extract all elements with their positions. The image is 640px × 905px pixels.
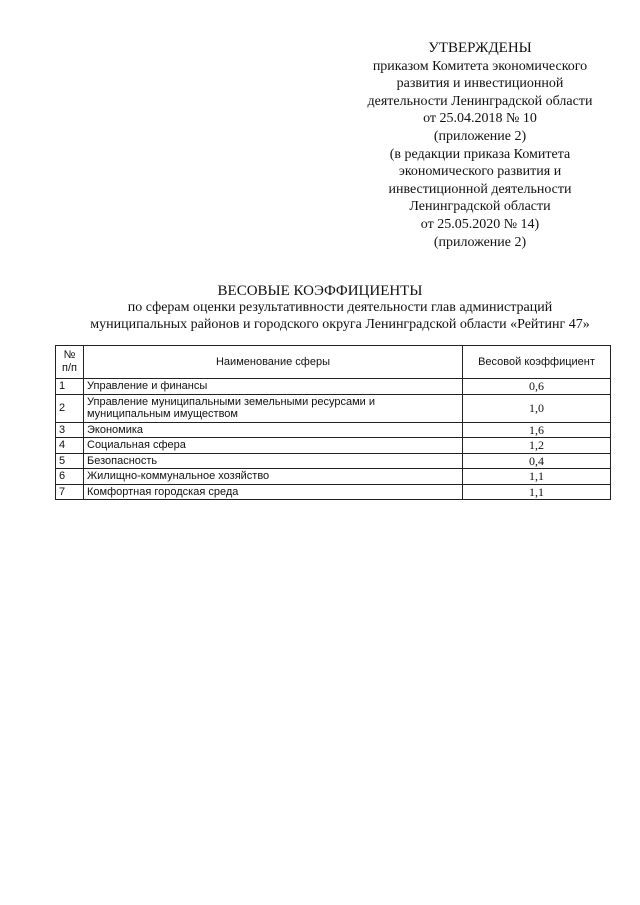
approval-line: деятельности Ленинградской области (367, 93, 593, 109)
row-name: Управление муниципальными земельными ресурсами и муниципальным имуществом (84, 394, 463, 422)
row-name: Безопасность (84, 453, 463, 469)
row-name: Комфортная городская среда (84, 484, 463, 500)
row-coefficient: 1,6 (463, 422, 611, 438)
header-number-line1: № (63, 349, 76, 361)
subtitle-line: по сферам оценки результативности деятельности глав администраций (127, 300, 553, 315)
table-row (56, 484, 611, 500)
row-name: Экономика (84, 422, 463, 438)
approval-line: (приложение 2) (433, 234, 527, 250)
header-name: Наименование сферы (84, 346, 463, 379)
row-number: 1 (56, 379, 84, 395)
row-coefficient: 1,0 (463, 394, 611, 422)
approval-block (330, 40, 630, 251)
document-subtitle (40, 299, 640, 333)
table-header-row (56, 346, 611, 379)
approval-line: приказом Комитета экономического (372, 58, 588, 74)
table-row (56, 379, 611, 395)
approval-line: от 25.05.2020 № 14) (420, 216, 540, 232)
approval-heading: УТВЕРЖДЕНЫ (428, 40, 532, 56)
row-name: Управление и финансы (84, 379, 463, 395)
row-number: 6 (56, 469, 84, 485)
header-coefficient: Весовой коэффициент (463, 346, 611, 379)
row-number: 2 (56, 394, 84, 422)
row-number: 7 (56, 484, 84, 500)
table-row (56, 453, 611, 469)
approval-line: от 25.04.2018 № 10 (423, 111, 537, 127)
row-name: Социальная сфера (84, 438, 463, 454)
row-number: 4 (56, 438, 84, 454)
row-coefficient: 0,6 (463, 379, 611, 395)
row-coefficient: 1,1 (463, 469, 611, 485)
row-coefficient: 1,2 (463, 438, 611, 454)
subtitle-line: муниципальных районов и городского округа Ленинградской области «Рейтинг 47» (90, 317, 590, 332)
table-row (56, 469, 611, 485)
approval-line: (в редакции приказа Комитета (389, 146, 571, 162)
table-row (56, 422, 611, 438)
table-row (56, 438, 611, 454)
row-coefficient: 1,1 (463, 484, 611, 500)
row-number: 5 (56, 453, 84, 469)
approval-line: (приложение 2) (433, 128, 527, 144)
table-row (56, 394, 611, 422)
coefficients-table (55, 345, 611, 500)
document-title: ВЕСОВЫЕ КОЭФФИЦИЕНТЫ (217, 283, 423, 299)
row-coefficient: 0,4 (463, 453, 611, 469)
approval-line: развития и инвестиционной (396, 76, 564, 92)
header-number-line2: п/п (62, 362, 77, 374)
approval-line: экономического развития и (398, 164, 562, 180)
header-number (56, 346, 84, 379)
approval-line: Ленинградской области (409, 199, 551, 215)
approval-line: инвестиционной деятельности (388, 181, 572, 197)
row-name: Жилищно-коммунальное хозяйство (84, 469, 463, 485)
row-number: 3 (56, 422, 84, 438)
